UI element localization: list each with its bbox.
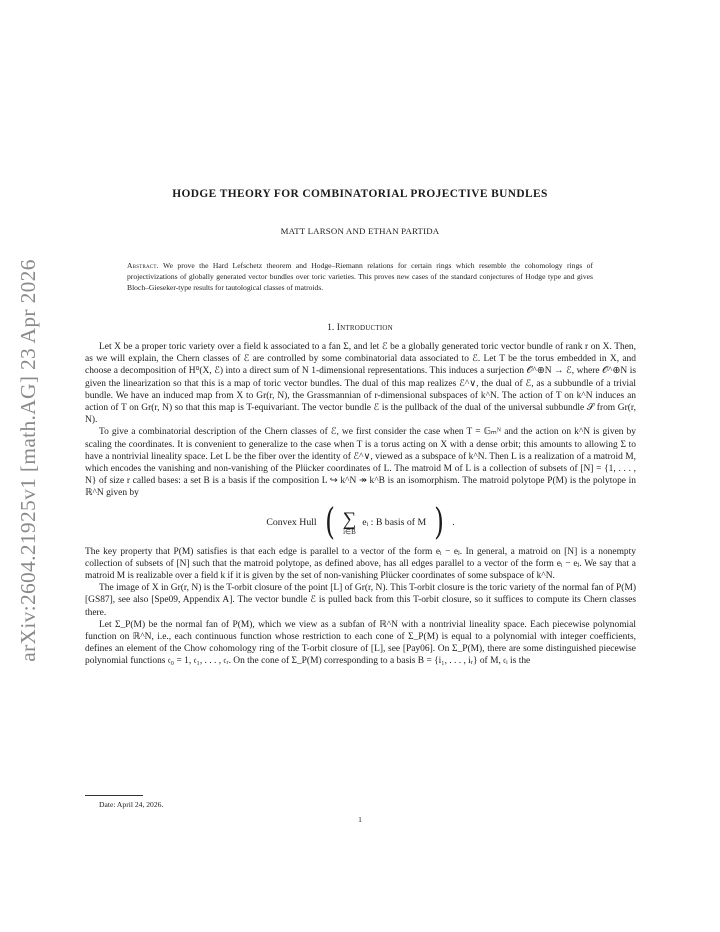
display-equation: Convex Hull ( ∑ i∈B eᵢ : B basis of M ) . [266,501,455,543]
section-title: Introduction [336,322,393,333]
paragraph: Let Σ_P(M) be the normal fan of P(M), which we view as a subfan of ℝ^N with a nontrivial lineality space. Each piecewise polynomial function on ℝ^N, i.e., each continuous function whose restriction to each cone of Σ_P(M) is equal to a polynomial with integer coefficients, defines an element of the Chow cohomology ring of the T-orbit closure of [L], see [Pay06]. On Σ_P(M), there are some distinguished piecewise polynomial functions 𝔠₀ = 1, 𝔠₁, . . . , 𝔠ᵣ. On the cone of Σ_P(M) corresponding to a basis B = {i₁, . . . , iᵣ} of M, 𝔠ᵢ is the [85,619,636,667]
footnote-rule [85,795,143,796]
display-body: eᵢ : B basis of M [362,516,427,528]
right-paren-glyph: ) [434,501,445,543]
paragraph: To give a combinatorial description of the Chern classes of ℰ, we first consider the case when T = 𝔾ₘᴺ and the action on k^N is given by scaling the coordinates. It is convenient to generalize to the case when T is a torus acting on X with a dense orbit; this amounts to allowing Σ to have a nontrivial lineality space. Let L be the fiber over the identity of ℰ^∨, viewed as a subspace of k^N. Then L is a realization of a matroid M, which encodes the vanishing and non-vanishing of the Plücker coordinates of L. The matroid M of L is a collection of subsets of [N] = {1, . . . , N} of size r called bases: a set B is a basis if the composition L ↪ k^N ↠ k^B is an isomorphism. The matroid polytope P(M) is the polytope in ℝ^N given by [85,427,636,499]
summation [343,510,357,536]
body-text [85,341,636,668]
page-number: 1 [358,815,362,824]
left-paren-glyph: ( [324,501,335,543]
arxiv-identifier-text: arXiv:2604.21925v1 [math.AG] 23 Apr 2026 [15,258,40,662]
section-heading [0,322,720,333]
display-prefix: Convex Hull [266,516,317,528]
abstract [127,261,593,294]
paragraph: The key property that P(M) satisfies is that each edge is parallel to a vector of the form eᵢ − eⱼ. In general, a matroid on [N] is a nonempty collection of subsets of [N] such that the matroid polytope, as defined above, has all edges parallel to a vector of the form eᵢ − eⱼ. We say that a matroid M is realizable over a field k if it is given by the set of non-vanishing Plücker coordinates of some subspace of k^N. [85,546,636,582]
sigma-glyph: ∑ [342,508,357,530]
abstract-text: We prove the Hard Lefschetz theorem and Hodge–Riemann relations for certain rings which resemble the cohomology rings of projectivizations of globally generated vector bundles over toric varieties. This proves new cases of the standard conjectures of Hodge type and gives Bloch–Gieseker-type results for tautological classes of matroids. [127,261,593,292]
paper-title: HODGE THEORY FOR COMBINATORIAL PROJECTIVE BUNDLES [172,188,548,200]
paragraph: The image of X in Gr(r, N) is the T-orbit closure of the point [L] of Gr(r, N). This T-orbit closure is the toric variety of the normal fan of P(M) [GS87], see also [Spe09, Appendix A]. The vector bundle ℰ is pulled back from this T-orbit closure, so it suffices to compute its Chern classes there. [85,583,636,618]
sum-subscript: i∈B [343,527,356,536]
paragraph: Let X be a proper toric variety over a field k associated to a fan Σ, and let ℰ be a globally generated toric vector bundle of rank r on X. Then, as we will explain, the Chern classes of ℰ are controlled by some combinatorial data associated to ℰ. Let T be the torus embedded in X, and choose a decomposition of H⁰(X, ℰ) into a direct sum of N 1-dimensional representations. This induces a surjection 𝒪^⊕N → ℰ, where 𝒪^⊕N is given the linearization so that this is a map of toric vector bundles. The dual of this map realizes ℰ^∨, the dual of ℰ, as a subbundle of a trivial bundle. We have an induced map from X to Gr(r, N), the Grassmannian of r-dimensional subspaces of k^N. The action of T on k^N induces an action of T on Gr(r, N) so that this map is T-equivariant. The vector bundle ℰ is the pullback of the dual of the universal subbundle 𝒮 from Gr(r, N). [85,342,636,426]
abstract-label: Abstract. [127,261,159,270]
paper-authors: MATT LARSON AND ETHAN PARTIDA [280,226,440,236]
section-number: 1. [327,322,335,333]
arxiv-identifier-stamp [8,240,48,680]
footnote-date: Date: April 24, 2026. [99,800,164,809]
